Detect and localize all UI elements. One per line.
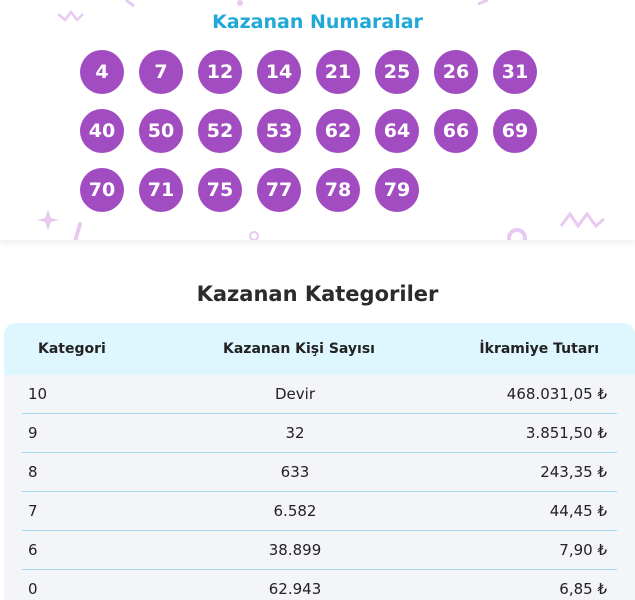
number-ball: 62 (316, 109, 360, 153)
ring-decoration (509, 230, 525, 240)
winner-count-cell: 32 (285, 424, 305, 442)
number-ball: 12 (198, 50, 242, 94)
header-winner-count: Kazanan Kişi Sayısı (223, 341, 375, 357)
dash-decoration (72, 224, 80, 240)
number-ball: 77 (257, 168, 301, 212)
number-ball: 14 (257, 50, 301, 94)
category-cell: 0 (28, 580, 38, 598)
category-cell: 7 (28, 502, 38, 520)
number-ball: 69 (493, 109, 537, 153)
prize-amount-cell: 468.031,05 ₺ (506, 385, 607, 403)
number-ball: 40 (80, 109, 124, 153)
number-ball: 4 (80, 50, 124, 94)
number-ball: 25 (375, 50, 419, 94)
star-decoration (37, 210, 59, 230)
number-ball: 64 (375, 109, 419, 153)
table-row (22, 570, 617, 600)
dot-decoration (237, 0, 243, 6)
prize-amount-cell: 3.851,50 ₺ (525, 424, 607, 442)
winning-numbers-title: Kazanan Numaralar (212, 11, 423, 33)
winning-numbers-grid (80, 50, 560, 212)
table-body (4, 375, 635, 600)
header-prize-amount: İkramiye Tutarı (479, 341, 599, 357)
number-ball: 26 (434, 50, 478, 94)
table-header (4, 323, 635, 375)
prize-amount-cell: 7,90 ₺ (559, 541, 607, 559)
number-ball: 78 (316, 168, 360, 212)
winner-count-cell: 6.582 (273, 502, 317, 520)
table-row (22, 453, 617, 492)
number-ball: 31 (493, 50, 537, 94)
table-row (22, 414, 617, 453)
number-ball: 70 (80, 168, 124, 212)
category-cell: 9 (28, 424, 38, 442)
prize-amount-cell: 44,45 ₺ (549, 502, 607, 520)
winning-categories-title: Kazanan Kategoriler (196, 282, 439, 306)
ring-decoration (250, 232, 258, 240)
number-ball: 52 (198, 109, 242, 153)
categories-table (4, 323, 635, 600)
winner-count-cell: Devir (275, 385, 315, 403)
winner-count-cell: 62.943 (268, 580, 322, 598)
number-ball: 53 (257, 109, 301, 153)
header-category: Kategori (38, 341, 106, 357)
dash-decoration (126, 0, 134, 6)
winning-numbers-card (0, 0, 635, 240)
number-ball: 71 (139, 168, 183, 212)
winner-count-cell: 38.899 (268, 541, 322, 559)
zigzag-decoration (561, 214, 604, 226)
prize-amount-cell: 243,35 ₺ (540, 463, 607, 481)
number-ball: 21 (316, 50, 360, 94)
table-row (22, 375, 617, 414)
table-row (22, 531, 617, 570)
category-cell: 10 (28, 385, 48, 403)
number-ball: 79 (375, 168, 419, 212)
winner-count-cell: 633 (280, 463, 310, 481)
table-row (22, 492, 617, 531)
category-cell: 6 (28, 541, 38, 559)
dash-decoration (478, 0, 488, 4)
category-cell: 8 (28, 463, 38, 481)
number-ball: 50 (139, 109, 183, 153)
number-ball: 75 (198, 168, 242, 212)
prize-amount-cell: 6,85 ₺ (559, 580, 607, 598)
number-ball: 7 (139, 50, 183, 94)
number-ball: 66 (434, 109, 478, 153)
